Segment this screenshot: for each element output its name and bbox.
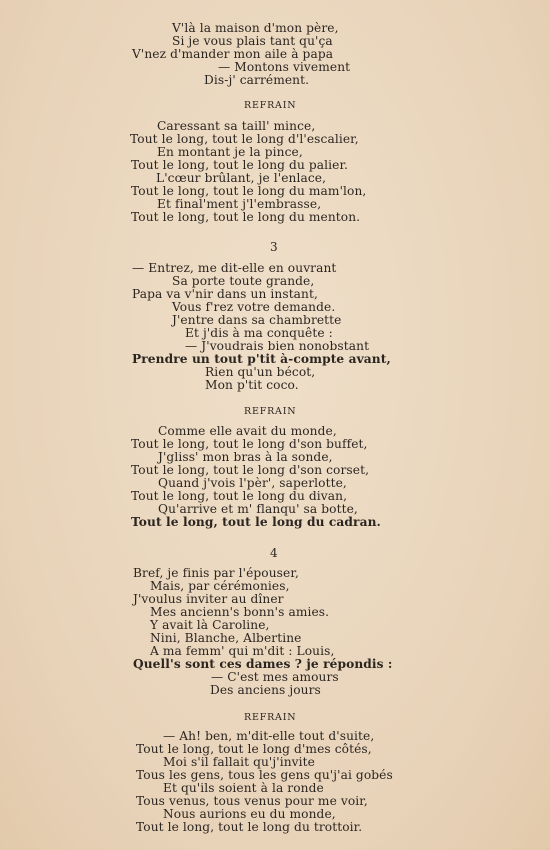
lyric-line: Qu'arrive et m' flanqu' sa botte, bbox=[158, 502, 358, 516]
lyric-line: Comme elle avait du monde, bbox=[158, 424, 337, 438]
lyric-line: V'nez d'mander mon aile à papa bbox=[132, 47, 334, 61]
lyric-line: Tout le long, tout le long du palier. bbox=[131, 158, 349, 172]
lyric-line: Rien qu'un bécot, bbox=[205, 365, 316, 379]
lyric-line: Moi s'il fallait qu'j'invite bbox=[163, 755, 315, 769]
lyric-line: Tout le long, tout le long du menton. bbox=[131, 210, 361, 224]
refrain-heading: REFRAIN bbox=[244, 100, 297, 111]
verse-number: 4 bbox=[270, 546, 278, 560]
lyric-line: — Entrez, me dit-elle en ouvrant bbox=[132, 261, 337, 275]
lyric-line: Caressant sa taill' mince, bbox=[157, 119, 316, 133]
lyric-line: — Ah! ben, m'dit-elle tout d'suite, bbox=[163, 729, 375, 743]
lyric-line: Mon p'tit coco. bbox=[205, 378, 299, 392]
lyric-line: — J'voudrais bien nonobstant bbox=[185, 339, 370, 353]
lyric-line: Tout le long, tout le long du divan, bbox=[131, 489, 348, 503]
lyric-line: Tout le long, tout le long d'l'escalier, bbox=[130, 132, 359, 146]
lyric-line: Papa va v'nir dans un instant, bbox=[132, 287, 318, 301]
lyric-line: L'cœur brûlant, je l'enlace, bbox=[156, 171, 327, 185]
lyric-line: Et final'ment j'l'embrasse, bbox=[157, 197, 322, 211]
lyric-line: Tout le long, tout le long d'son buffet, bbox=[131, 437, 368, 451]
lyric-line: Sa porte toute grande, bbox=[172, 274, 315, 288]
lyric-line: Bref, je finis par l'épouser, bbox=[133, 566, 299, 580]
lyric-line: Quand j'vois l'pèr', saperlotte, bbox=[158, 476, 347, 490]
refrain-heading: REFRAIN bbox=[244, 406, 297, 417]
lyric-line: Et j'dis à ma conquête : bbox=[185, 326, 333, 340]
lyric-line: A ma femm' qui m'dit : Louis, bbox=[150, 644, 335, 658]
lyric-line: Prendre un tout p'tit à-compte avant, bbox=[132, 352, 391, 366]
lyric-line: Y avait là Caroline, bbox=[150, 618, 270, 632]
lyric-line: Tous les gens, tous les gens qu'j'ai gobés bbox=[136, 768, 393, 782]
lyric-line: Mes ancienn's bonn's amies. bbox=[150, 605, 330, 619]
lyric-line: Si je vous plais tant qu'ça bbox=[172, 34, 333, 48]
lyric-line: Nous aurions eu du monde, bbox=[163, 807, 336, 821]
lyric-line: Tout le long, tout le long du trottoir. bbox=[136, 820, 363, 834]
lyric-line: — C'est mes amours bbox=[211, 670, 339, 684]
lyric-line: V'là la maison d'mon père, bbox=[172, 21, 339, 35]
lyric-line: Tout le long, tout le long d'son corset, bbox=[131, 463, 370, 477]
lyric-line: Vous f'rez votre demande. bbox=[172, 300, 336, 314]
lyric-line: Tout le long, tout le long du mam'lon, bbox=[131, 184, 367, 198]
lyric-line: Dis-j' carrément. bbox=[204, 73, 310, 87]
refrain-heading: REFRAIN bbox=[244, 712, 297, 723]
lyric-line: — Montons vivement bbox=[218, 60, 351, 74]
lyric-line: Tout le long, tout le long d'mes côtés, bbox=[136, 742, 372, 756]
lyric-line: J'voulus inviter au dîner bbox=[133, 592, 284, 606]
lyric-line: J'entre dans sa chambrette bbox=[172, 313, 342, 327]
lyric-line: Tout le long, tout le long du cadran. bbox=[131, 515, 381, 529]
lyric-line: Des anciens jours bbox=[210, 683, 321, 697]
lyric-line: Nini, Blanche, Albertine bbox=[150, 631, 302, 645]
lyric-line: Et qu'ils soient à la ronde bbox=[163, 781, 324, 795]
lyric-line: En montant je la pince, bbox=[157, 145, 303, 159]
lyric-line: J'gliss' mon bras à la sonde, bbox=[158, 450, 333, 464]
verse-number: 3 bbox=[270, 240, 278, 254]
lyric-line: Mais, par cérémonies, bbox=[150, 579, 290, 593]
lyric-line: Tous venus, tous venus pour me voir, bbox=[136, 794, 368, 808]
lyric-line: Quell's sont ces dames ? je répondis : bbox=[133, 657, 393, 671]
